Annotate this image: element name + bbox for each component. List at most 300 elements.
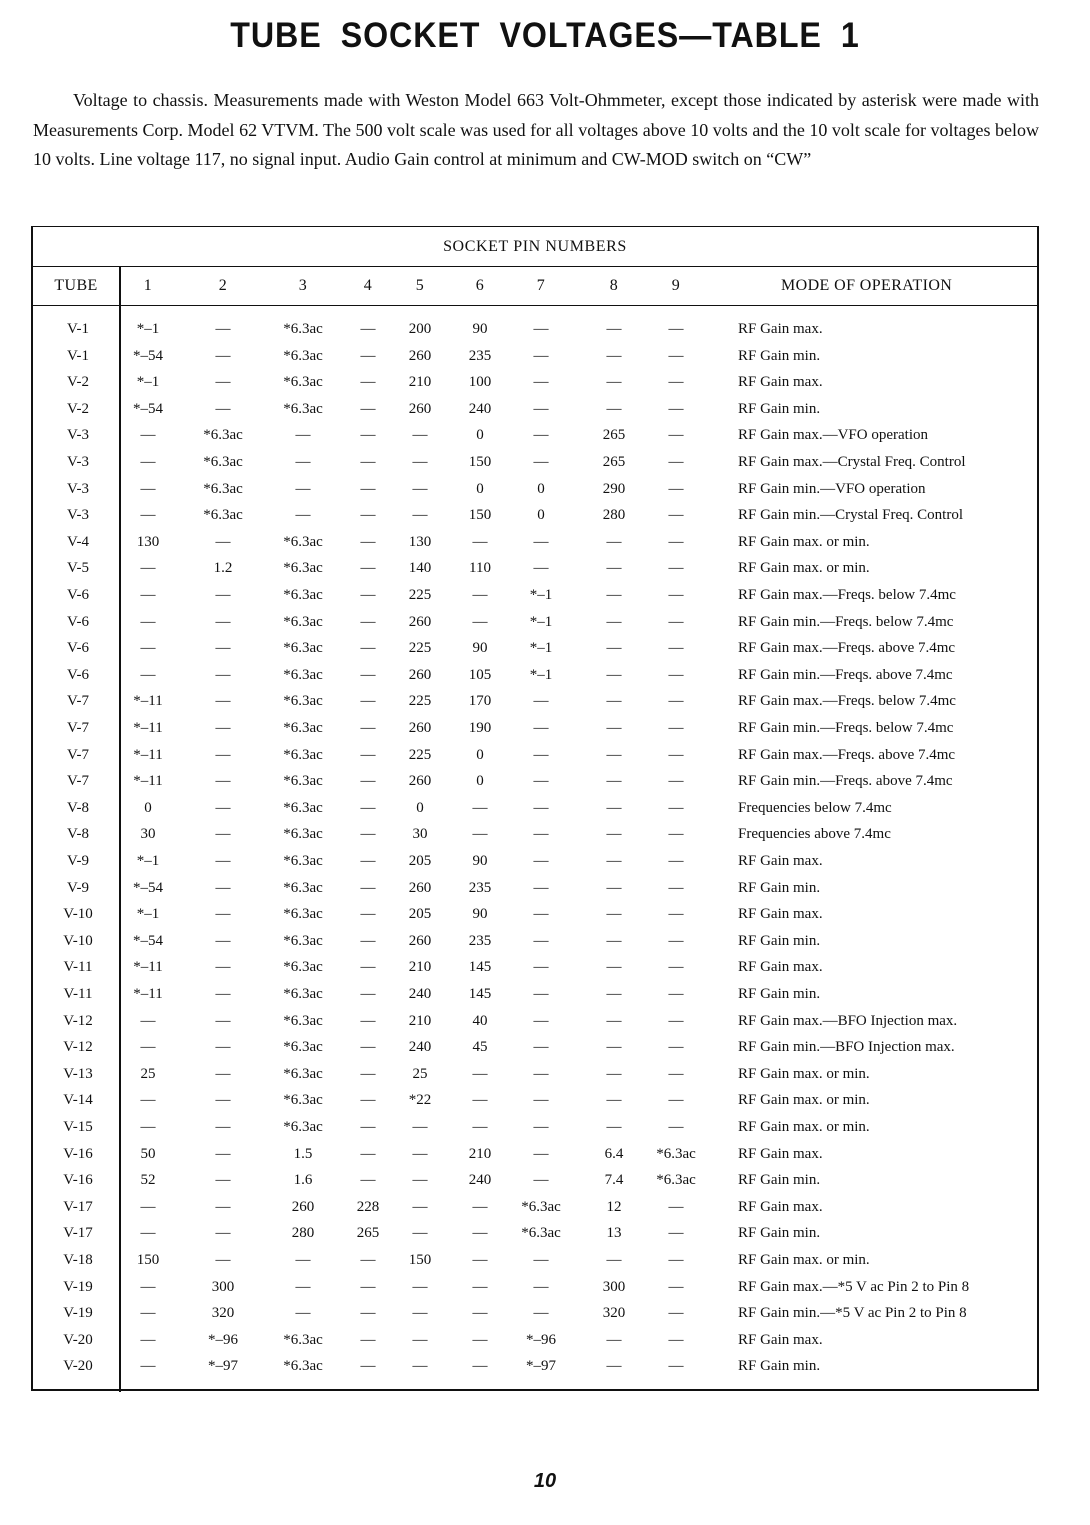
pin-8-cell: — <box>606 773 622 790</box>
column-header-pin-6: 6 <box>475 277 485 294</box>
pin-8-cell: — <box>606 1119 622 1135</box>
pin-1-cell: *–54 <box>133 879 163 896</box>
pin-3-cell: *6.3ac <box>283 720 323 736</box>
pin-2-cell: — <box>215 1145 231 1162</box>
pin-6-cell: 145 <box>468 986 492 1002</box>
tube-cell: V-3 <box>67 480 89 497</box>
pin-6-cell: — <box>472 1252 488 1268</box>
pin-7-cell: — <box>533 1172 549 1189</box>
pin-2-cell: — <box>215 533 231 550</box>
pin-9-cell: — <box>668 1198 684 1215</box>
tube-cell: V-6 <box>67 640 89 657</box>
pin-1-cell: *–54 <box>133 347 163 364</box>
mode-of-operation-cell: Frequencies above 7.4mc <box>738 826 891 843</box>
pin-5-cell: 205 <box>408 906 432 923</box>
mode-of-operation-cell: RF Gain max. or min. <box>738 533 870 550</box>
pin-4-cell: — <box>360 321 376 337</box>
pin-6-cell: 100 <box>468 374 492 391</box>
pin-9-cell: — <box>668 1305 684 1322</box>
pin-5-cell: — <box>412 1119 428 1135</box>
pin-4-cell: — <box>360 1305 376 1322</box>
table-row <box>33 582 1037 609</box>
table-row <box>33 555 1037 582</box>
mode-of-operation-cell: RF Gain min. <box>738 1172 821 1189</box>
table-row <box>33 1034 1037 1061</box>
pin-4-cell: — <box>360 746 376 763</box>
mode-of-operation-cell: RF Gain min. <box>738 932 821 949</box>
pin-9-cell: — <box>668 773 684 790</box>
pin-2-cell: — <box>215 799 231 816</box>
pin-2-cell: — <box>215 773 231 790</box>
tube-cell: V-5 <box>67 560 89 577</box>
mode-of-operation-cell: RF Gain max. <box>738 1145 823 1162</box>
pin-3-cell: — <box>295 1278 311 1295</box>
pin-8-cell: 320 <box>602 1305 626 1322</box>
pin-7-cell: — <box>533 533 549 550</box>
table-row <box>33 316 1037 343</box>
pin-6-cell: 150 <box>468 507 492 524</box>
pin-7-cell: *–1 <box>529 587 553 603</box>
pin-3-cell: *6.3ac <box>283 1119 323 1135</box>
pin-8-cell: — <box>606 1012 622 1029</box>
pin-8-cell: — <box>606 1065 622 1082</box>
pin-7-cell: — <box>533 720 549 736</box>
pin-3-cell: *6.3ac <box>283 374 323 391</box>
pin-1-cell: — <box>140 427 156 444</box>
pin-5-cell: 25 <box>412 1065 428 1082</box>
pin-4-cell: — <box>360 1331 376 1348</box>
pin-1-cell: *–1 <box>136 853 160 869</box>
pin-5-cell: 260 <box>408 400 432 417</box>
pin-9-cell: — <box>668 347 684 364</box>
tube-cell: V-1 <box>67 347 89 364</box>
pin-9-cell: — <box>668 533 684 550</box>
mode-of-operation-cell: RF Gain min.—Freqs. above 7.4mc <box>738 666 953 683</box>
pin-1-cell: — <box>140 454 156 470</box>
pin-5-cell: 225 <box>408 693 432 710</box>
pin-7-cell: — <box>533 746 549 763</box>
pin-6-cell: — <box>472 533 488 550</box>
table-row <box>33 715 1037 742</box>
tube-cell: V-19 <box>63 1278 93 1295</box>
pin-1-cell: — <box>140 1278 156 1295</box>
pin-6-cell: 210 <box>468 1145 492 1162</box>
table-row <box>33 928 1037 955</box>
pin-6-cell: 40 <box>472 1012 488 1029</box>
table-row <box>33 981 1037 1008</box>
table-row <box>33 1353 1037 1380</box>
table-row <box>33 1194 1037 1221</box>
pin-9-cell: — <box>668 454 684 470</box>
pin-1-cell: *–11 <box>133 693 163 710</box>
pin-9-cell: — <box>668 560 684 577</box>
pin-3-cell: *6.3ac <box>283 799 323 816</box>
mode-of-operation-cell: RF Gain min. <box>738 347 821 364</box>
pin-6-cell: 110 <box>469 560 491 577</box>
column-header-pin-5: 5 <box>415 277 425 294</box>
pin-5-cell: — <box>412 1172 428 1189</box>
pin-1-cell: 30 <box>140 826 156 843</box>
pin-1-cell: — <box>140 1012 156 1029</box>
pin-9-cell: *6.3ac <box>656 1145 696 1162</box>
pin-1-cell: *–11 <box>133 959 163 976</box>
pin-2-cell: — <box>215 640 231 657</box>
pin-4-cell: — <box>360 1358 376 1375</box>
pin-4-cell: — <box>360 533 376 550</box>
pin-4-cell: — <box>360 1065 376 1082</box>
pin-9-cell: — <box>668 879 684 896</box>
pin-7-cell: *–1 <box>529 640 553 657</box>
pin-8-cell: — <box>606 1252 622 1268</box>
pin-3-cell: *6.3ac <box>283 879 323 896</box>
tube-cell: V-16 <box>63 1145 93 1162</box>
column-header-pin-2: 2 <box>218 277 228 294</box>
pin-7-cell: 0 <box>537 507 545 524</box>
pin-1-cell: — <box>140 613 156 630</box>
pin-1-cell: — <box>140 1305 156 1322</box>
pin-6-cell: — <box>472 1278 488 1295</box>
pin-4-cell: — <box>360 400 376 417</box>
pin-7-cell: — <box>533 986 549 1002</box>
pin-9-cell: — <box>668 720 684 736</box>
table-row <box>33 688 1037 715</box>
pin-8-cell: — <box>606 560 622 577</box>
table-row <box>33 529 1037 556</box>
pin-5-cell: 150 <box>408 1252 432 1268</box>
pin-6-cell: 90 <box>472 853 488 869</box>
tube-cell: V-10 <box>63 932 93 949</box>
pin-3-cell: *6.3ac <box>283 587 323 603</box>
pin-9-cell: — <box>668 932 684 949</box>
pin-4-cell: — <box>360 347 376 364</box>
table-row <box>33 848 1037 875</box>
table-row <box>33 635 1037 662</box>
pin-5-cell: 260 <box>408 773 432 790</box>
pin-4-cell: — <box>360 666 376 683</box>
pin-3-cell: — <box>295 454 311 470</box>
pin-2-cell: — <box>215 986 231 1002</box>
pin-3-cell: *6.3ac <box>283 400 323 417</box>
pin-6-cell: 235 <box>468 347 492 364</box>
pin-2-cell: — <box>215 746 231 763</box>
mode-of-operation-cell: RF Gain max.—Freqs. above 7.4mc <box>738 640 956 657</box>
pin-9-cell: — <box>668 906 684 923</box>
mode-of-operation-cell: RF Gain min. <box>738 400 821 417</box>
pin-2-cell: — <box>215 932 231 949</box>
tube-cell: V-9 <box>67 879 89 896</box>
pin-2-cell: — <box>215 1252 231 1268</box>
pin-4-cell: — <box>360 454 376 470</box>
pin-6-cell: — <box>472 1358 488 1375</box>
pin-5-cell: 210 <box>408 959 432 976</box>
mode-of-operation-cell: RF Gain min.—*5 V ac Pin 2 to Pin 8 <box>738 1305 967 1322</box>
tube-cell: V-2 <box>67 374 89 391</box>
pin-6-cell: — <box>472 1092 488 1109</box>
pin-4-cell: — <box>360 507 376 524</box>
pin-8-cell: — <box>606 666 622 683</box>
pin-7-cell: — <box>533 1278 549 1295</box>
table-row <box>33 1327 1037 1354</box>
table-row <box>33 1114 1037 1141</box>
pin-4-cell: — <box>360 773 376 790</box>
mode-of-operation-cell: RF Gain max. <box>738 959 823 976</box>
pin-4-cell: — <box>360 720 376 736</box>
pin-8-cell: — <box>606 746 622 763</box>
pin-1-cell: *–54 <box>133 932 163 949</box>
pin-3-cell: *6.3ac <box>283 853 323 869</box>
tube-cell: V-18 <box>63 1252 93 1268</box>
pin-8-cell: — <box>606 959 622 976</box>
mode-of-operation-cell: RF Gain max.—Freqs. above 7.4mc <box>738 746 956 763</box>
pin-8-cell: — <box>606 1358 622 1375</box>
pin-2-cell: — <box>215 1172 231 1189</box>
pin-5-cell: — <box>412 1331 428 1348</box>
pin-2-cell: — <box>215 587 231 603</box>
mode-of-operation-cell: RF Gain max.—*5 V ac Pin 2 to Pin 8 <box>738 1278 970 1295</box>
pin-9-cell: — <box>668 374 684 391</box>
pin-7-cell: *–1 <box>529 666 553 683</box>
mode-of-operation-cell: RF Gain max. <box>738 906 823 923</box>
pin-4-cell: 228 <box>356 1198 380 1215</box>
pin-7-cell: — <box>533 1145 549 1162</box>
column-header-pin-1: 1 <box>143 277 153 294</box>
pin-9-cell: — <box>668 959 684 976</box>
pin-3-cell: *6.3ac <box>283 1012 323 1029</box>
pin-5-cell: 205 <box>408 853 432 869</box>
pin-5-cell: — <box>412 427 428 444</box>
pin-5-cell: — <box>412 1225 428 1242</box>
pin-1-cell: *–54 <box>133 400 163 417</box>
column-header-tube: TUBE <box>54 277 98 294</box>
pin-7-cell: 0 <box>537 480 545 497</box>
tube-cell: V-12 <box>63 1039 93 1056</box>
column-header-pin-9: 9 <box>671 277 681 294</box>
tube-cell: V-1 <box>67 321 89 337</box>
pin-7-cell: — <box>533 1039 549 1056</box>
pin-5-cell: — <box>412 480 428 497</box>
pin-8-cell: 280 <box>602 507 626 524</box>
tube-cell: V-15 <box>63 1119 93 1135</box>
pin-2-cell: — <box>215 1225 231 1242</box>
mode-of-operation-cell: RF Gain max. or min. <box>738 1119 870 1135</box>
pin-8-cell: 265 <box>602 454 626 470</box>
pin-6-cell: — <box>472 1225 488 1242</box>
pin-8-cell: — <box>606 720 622 736</box>
pin-2-cell: 1.2 <box>213 560 233 577</box>
pin-9-cell: *6.3ac <box>656 1172 696 1189</box>
pin-1-cell: *–11 <box>133 746 163 763</box>
pin-7-cell: — <box>533 853 549 869</box>
table-row <box>33 1247 1037 1274</box>
pin-7-cell: — <box>533 906 549 923</box>
table-row <box>33 476 1037 503</box>
pin-7-cell: — <box>533 1065 549 1082</box>
pin-2-cell: — <box>215 853 231 869</box>
pin-3-cell: 1.5 <box>293 1145 313 1162</box>
tube-cell: V-2 <box>67 400 89 417</box>
pin-3-cell: *6.3ac <box>283 613 323 630</box>
table-row <box>33 1220 1037 1247</box>
pin-3-cell: *6.3ac <box>283 1092 323 1109</box>
pin-8-cell: 265 <box>602 427 626 444</box>
pin-7-cell: — <box>533 959 549 976</box>
tube-cell: V-17 <box>63 1198 93 1215</box>
pin-2-cell: — <box>215 1012 231 1029</box>
mode-of-operation-cell: RF Gain min.—Crystal Freq. Control <box>738 507 963 524</box>
pin-5-cell: 260 <box>408 666 432 683</box>
pin-8-cell: — <box>606 986 622 1002</box>
pin-3-cell: — <box>295 507 311 524</box>
mode-of-operation-cell: RF Gain min.—Freqs. above 7.4mc <box>738 773 953 790</box>
pin-4-cell: — <box>360 879 376 896</box>
pin-3-cell: *6.3ac <box>283 1065 323 1082</box>
pin-9-cell: — <box>668 693 684 710</box>
pin-1-cell: — <box>140 1198 156 1215</box>
pin-5-cell: 30 <box>412 826 428 843</box>
pin-9-cell: — <box>668 321 684 337</box>
pin-8-cell: — <box>606 826 622 843</box>
mode-of-operation-cell: RF Gain max. <box>738 853 823 869</box>
table-row <box>33 502 1037 529</box>
column-header-pin-7: 7 <box>536 277 546 294</box>
tube-cell: V-7 <box>67 693 89 710</box>
pin-6-cell: — <box>472 1331 488 1348</box>
tube-cell: V-16 <box>63 1172 93 1189</box>
table-row <box>33 954 1037 981</box>
pin-5-cell: 260 <box>408 932 432 949</box>
pin-7-cell: *6.3ac <box>521 1198 561 1215</box>
pin-5-cell: — <box>412 1358 428 1375</box>
pin-6-cell: — <box>472 1305 488 1322</box>
pin-2-cell: *6.3ac <box>203 454 243 470</box>
pin-1-cell: *–11 <box>133 720 163 736</box>
pin-9-cell: — <box>668 427 684 444</box>
pin-2-cell: *6.3ac <box>203 507 243 524</box>
pin-8-cell: — <box>606 587 622 603</box>
table-row <box>33 901 1037 928</box>
pin-3-cell: — <box>295 1252 311 1268</box>
pin-8-cell: — <box>606 853 622 869</box>
pin-3-cell: — <box>295 427 311 444</box>
pin-6-cell: 170 <box>468 693 492 710</box>
pin-8-cell: — <box>606 1092 622 1109</box>
pin-4-cell: — <box>360 853 376 869</box>
pin-1-cell: 50 <box>140 1145 156 1162</box>
pin-4-cell: — <box>360 1039 376 1056</box>
pin-1-cell: *–11 <box>133 986 163 1002</box>
pin-8-cell: — <box>606 1039 622 1056</box>
table-row <box>33 1167 1037 1194</box>
pin-1-cell: — <box>140 1092 156 1109</box>
pin-7-cell: — <box>533 693 549 710</box>
pin-2-cell: — <box>215 720 231 736</box>
table-row <box>33 1061 1037 1088</box>
table-row <box>33 396 1037 423</box>
pin-3-cell: 260 <box>291 1198 315 1215</box>
mode-of-operation-cell: RF Gain min.—BFO Injection max. <box>738 1039 955 1056</box>
pin-6-cell: 240 <box>468 1172 492 1189</box>
pin-4-cell: — <box>360 826 376 843</box>
page-number: 10 <box>533 1470 557 1492</box>
pin-1-cell: — <box>140 1331 156 1348</box>
table-row <box>33 1141 1037 1168</box>
pin-7-cell: — <box>533 454 549 470</box>
pin-7-cell: — <box>533 560 549 577</box>
tube-cell: V-9 <box>67 853 89 869</box>
pin-8-cell: 13 <box>606 1225 622 1242</box>
table-row <box>33 1300 1037 1327</box>
pin-6-cell: 0 <box>476 427 484 444</box>
pin-8-cell: — <box>606 799 622 816</box>
pin-9-cell: — <box>668 799 684 816</box>
table-row <box>33 1087 1037 1114</box>
pin-2-cell: — <box>215 321 231 337</box>
pin-9-cell: — <box>668 853 684 869</box>
pin-4-cell: — <box>360 1012 376 1029</box>
pin-8-cell: — <box>606 906 622 923</box>
pin-6-cell: 235 <box>468 879 492 896</box>
pin-4-cell: — <box>360 1092 376 1109</box>
mode-of-operation-cell: RF Gain max.—Freqs. below 7.4mc <box>738 587 956 603</box>
mode-of-operation-cell: RF Gain max.—Freqs. below 7.4mc <box>738 693 956 710</box>
pin-2-cell: — <box>215 1065 231 1082</box>
pin-1-cell: — <box>140 507 156 524</box>
pin-6-cell: 90 <box>472 640 488 657</box>
pin-2-cell: *6.3ac <box>203 427 243 444</box>
pin-5-cell: 225 <box>408 587 432 603</box>
pin-9-cell: — <box>668 1092 684 1109</box>
pin-9-cell: — <box>668 1278 684 1295</box>
pin-2-cell: — <box>215 959 231 976</box>
tube-cell: V-12 <box>63 1012 93 1029</box>
pin-1-cell: *–1 <box>136 321 160 337</box>
mode-of-operation-cell: RF Gain min.—Freqs. below 7.4mc <box>738 720 954 736</box>
pin-4-cell: — <box>360 1172 376 1189</box>
pin-8-cell: — <box>606 374 622 391</box>
tube-cell: V-8 <box>67 799 89 816</box>
pin-8-cell: — <box>606 932 622 949</box>
pin-1-cell: 130 <box>136 533 160 550</box>
pin-7-cell: — <box>533 321 549 337</box>
pin-8-cell: — <box>606 613 622 630</box>
pin-3-cell: *6.3ac <box>283 959 323 976</box>
table-row <box>33 875 1037 902</box>
column-header-pin-8: 8 <box>609 277 619 294</box>
pin-3-cell: — <box>295 1305 311 1322</box>
pin-5-cell: 260 <box>408 879 432 896</box>
intro-paragraph: Voltage to chassis. Measurements made with Weston Model 663 Volt-Ohmmeter, except those indicated by asterisk were made with Measurements Corp. Model 62 VTVM. The 500 volt scale was used for all voltages above 10 volts and the 10 volt scale for voltages below 10 volts. Line voltage 117, no signal input. Audio Gain control at minimum and CW-MOD switch on “CW” <box>33 90 1039 169</box>
mode-of-operation-cell: RF Gain max. or min. <box>738 1065 870 1082</box>
tube-cell: V-3 <box>67 507 89 524</box>
pin-5-cell: *22 <box>408 1092 432 1109</box>
pin-8-cell: — <box>606 879 622 896</box>
pin-3-cell: *6.3ac <box>283 693 323 710</box>
pin-5-cell: 210 <box>408 374 432 391</box>
table-row <box>33 1274 1037 1301</box>
tube-cell: V-11 <box>63 959 93 976</box>
pin-2-cell: — <box>215 1039 231 1056</box>
pin-2-cell: — <box>215 1119 231 1135</box>
pin-2-cell: *6.3ac <box>203 480 243 497</box>
pin-4-cell: — <box>360 1278 376 1295</box>
pin-7-cell: — <box>533 932 549 949</box>
pin-6-cell: — <box>472 613 488 630</box>
pin-2-cell: — <box>215 400 231 417</box>
mode-of-operation-cell: RF Gain max. <box>738 1331 823 1348</box>
pin-2-cell: — <box>215 666 231 683</box>
pin-4-cell: — <box>360 986 376 1002</box>
tube-cell: V-3 <box>67 454 89 470</box>
